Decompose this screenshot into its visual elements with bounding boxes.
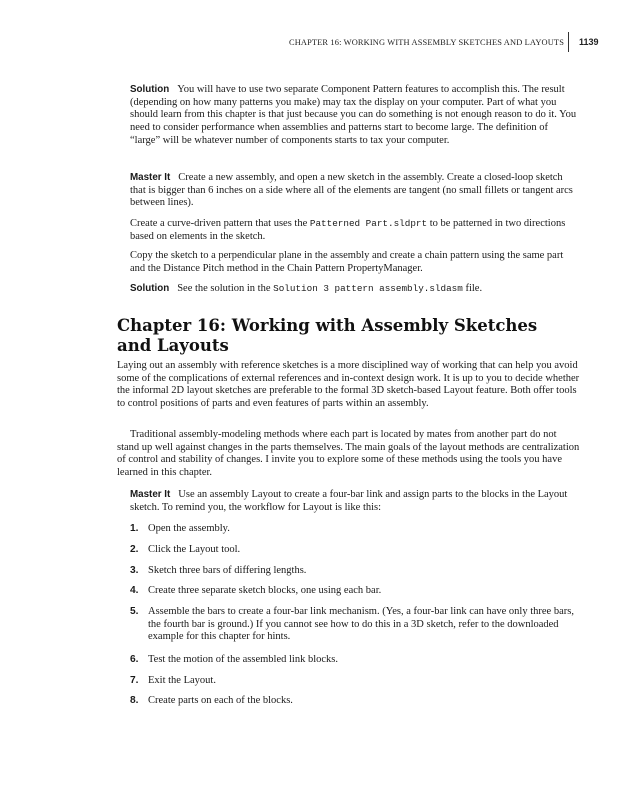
solution-text: You will have to use two separate Component Pattern features to accomplish this. The result (depending on how many patterns you make) may tax the display on your computer. Part of what you should learn from this chapter is that just because you can do something is not enough reason to do it. You need to consider performance when assemblies and patterns start to become large. The definition of “large” will be whatever number of components starts to tax your computer. xyxy=(130,84,577,146)
solution-label: Solution xyxy=(130,84,170,95)
solution-paragraph-2 xyxy=(130,283,580,296)
solution-assembly-filename: Solution 3 pattern assembly.sldasm xyxy=(273,283,463,294)
master-it-label: Master It xyxy=(130,489,171,500)
patterned-part-filename: Patterned Part.sldprt xyxy=(309,218,428,229)
workflow-step xyxy=(130,523,580,536)
workflow-step xyxy=(130,695,580,708)
step-number: 8. xyxy=(130,695,139,706)
master-it-text: Create a new assembly, and open a new sketch in the assembly. Create a closed-loop sketch that is bigger than 6 inches on a side where all of the elements are tangent (no small fillets or tangent arcs between lines). xyxy=(130,172,573,209)
step-text: Create three separate sketch blocks, one using each bar. xyxy=(148,585,382,596)
workflow-step xyxy=(130,606,580,644)
header-divider xyxy=(568,32,569,52)
workflow-step xyxy=(130,654,580,667)
solution-2-text-a: See the solution in the xyxy=(177,283,274,294)
body-paragraph-1 xyxy=(117,360,580,411)
curve-pattern-paragraph xyxy=(130,218,580,243)
curve-pattern-text-a: Create a curve-driven pattern that uses the xyxy=(130,218,310,229)
step-number: 6. xyxy=(130,654,139,665)
step-text: Test the motion of the assembled link blocks. xyxy=(148,654,338,665)
step-text: Assemble the bars to create a four-bar link mechanism. (Yes, a four-bar link can have only three bars, the fourth bar is ground.) If you cannot see how to do this in a 3D sketch, refer to the downloaded example for this chapter for hints. xyxy=(148,606,574,643)
step-text: Open the assembly. xyxy=(148,523,230,534)
running-header xyxy=(0,36,636,52)
step-text: Sketch three bars of differing lengths. xyxy=(148,565,307,576)
curve-pattern-text-b: to be patterned in two directions based on elements in the sketch. xyxy=(130,218,566,242)
solution-paragraph-1 xyxy=(130,84,580,148)
chapter-heading-line-2: and Layouts xyxy=(117,336,229,355)
page-number: 1139 xyxy=(579,37,599,47)
step-text: Create parts on each of the blocks. xyxy=(148,695,293,706)
body-paragraph-2 xyxy=(117,429,580,480)
solution-label: Solution xyxy=(130,283,170,294)
workflow-step xyxy=(130,565,580,578)
chapter-heading xyxy=(117,316,587,356)
step-text: Click the Layout tool. xyxy=(148,544,241,555)
step-number: 1. xyxy=(130,523,139,534)
step-number: 5. xyxy=(130,606,139,617)
copy-sketch-paragraph xyxy=(130,250,580,275)
master-it-2-text: Use an assembly Layout to create a four-bar link and assign parts to the blocks in the Layout sketch. To remind you, the workflow for Layout is like this: xyxy=(130,489,568,513)
step-number: 4. xyxy=(130,585,139,596)
workflow-step xyxy=(130,544,580,557)
solution-2-text-b: file. xyxy=(462,283,483,294)
workflow-step xyxy=(130,585,580,598)
workflow-step xyxy=(130,675,580,688)
body-paragraph-1-text: Laying out an assembly with reference sketches is a more disciplined way of working that can help you avoid some of the complications of external references and in-context design work. It is up to you to decide whether the informal 2D layout sketches are preferable to the formal 3D sketch-based Layout feature. Both offer tools to control positions of parts and even features of parts within an assembly. xyxy=(117,360,580,410)
master-it-paragraph-1 xyxy=(130,172,580,210)
master-it-paragraph-2 xyxy=(130,489,580,514)
step-number: 7. xyxy=(130,675,139,686)
chapter-heading-line-1: Chapter 16: Working with Assembly Sketches xyxy=(117,316,538,335)
running-header-title: CHAPTER 16: WORKING WITH ASSEMBLY SKETCHES AND LAYOUTS xyxy=(288,38,564,47)
copy-sketch-text: Copy the sketch to a perpendicular plane in the assembly and create a chain pattern using the same part and the Distance Pitch method in the Chain Pattern PropertyManager. xyxy=(130,250,564,274)
body-paragraph-2-text: Traditional assembly-modeling methods where each part is located by mates from another part do not stand up well against changes in the parts themselves. The main goals of the layout methods are centralization of control and stability of changes. I invite you to explore some of these methods using the tools you have learned in this chapter. xyxy=(117,429,580,479)
step-text: Exit the Layout. xyxy=(148,675,216,686)
step-number: 2. xyxy=(130,544,139,555)
master-it-label: Master It xyxy=(130,172,171,183)
step-number: 3. xyxy=(130,565,139,576)
